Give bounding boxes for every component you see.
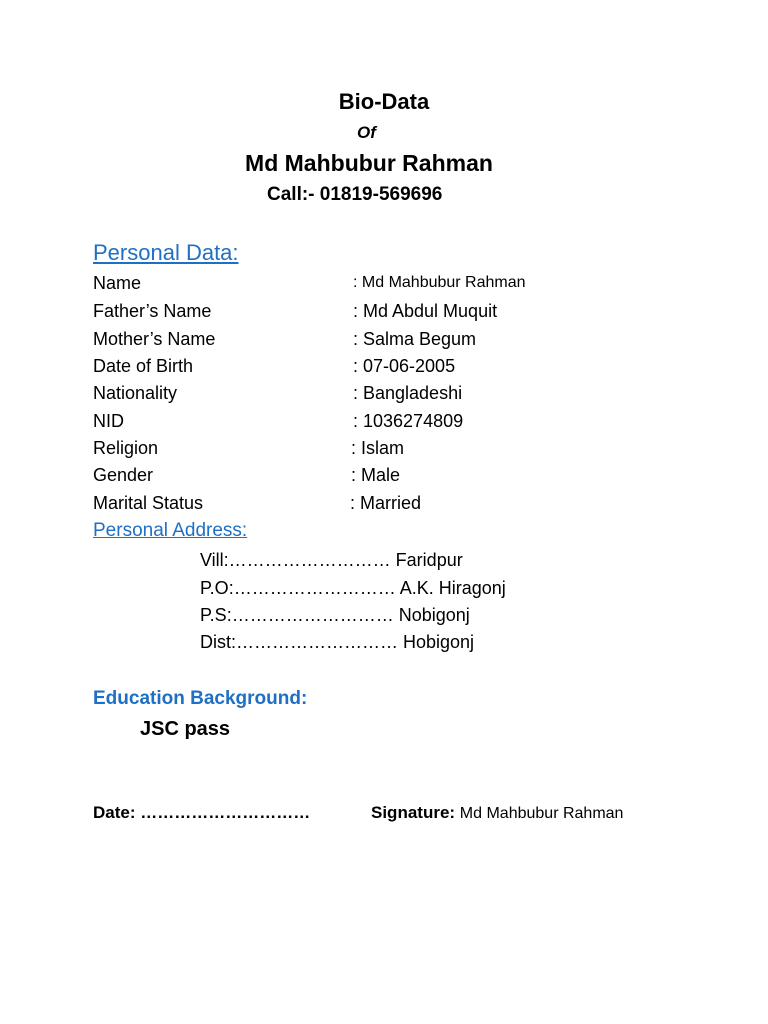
address-post-office: P.O:……………………… A.K. Hiragonj [200, 578, 506, 598]
detail-value: : Salma Begum [353, 329, 477, 349]
detail-label: NID [93, 411, 124, 431]
address-police-station: P.S:……………………… Nobigonj [200, 605, 470, 625]
detail-value: : Bangladeshi [353, 383, 463, 403]
detail-label: Date of Birth [93, 356, 194, 376]
detail-label: Marital Status [93, 493, 204, 513]
date-field [93, 803, 310, 823]
date-label: Date: [93, 803, 136, 822]
detail-value: : Md Abdul Muquit [353, 301, 498, 321]
detail-label: Mother’s Name [93, 329, 216, 349]
education-heading: Education Background: [93, 688, 308, 709]
detail-value: : Islam [351, 438, 405, 458]
education-value: JSC pass [140, 718, 231, 740]
person-name-heading: Md Mahbubur Rahman [245, 150, 493, 176]
detail-label: Name [93, 273, 142, 293]
address-district: Dist:……………………… Hobigonj [200, 632, 475, 652]
of-text: Of [357, 123, 376, 142]
detail-label: Nationality [93, 383, 178, 403]
personal-data-heading: Personal Data: [93, 240, 239, 265]
call-number: Call:- 01819-569696 [267, 184, 443, 205]
detail-label: Gender [93, 465, 154, 485]
date-value: ………………………… [140, 803, 311, 822]
signature-label: Signature: [371, 803, 456, 822]
personal-address-heading: Personal Address: [93, 520, 248, 541]
detail-label: Religion [93, 438, 159, 458]
detail-value: : Male [351, 465, 401, 485]
signature-value: Md Mahbubur Rahman [459, 805, 624, 822]
detail-value: : Married [350, 493, 422, 513]
signature-field [371, 803, 623, 823]
detail-value: : 1036274809 [353, 411, 464, 431]
address-village: Vill:……………………… Faridpur [200, 550, 463, 570]
detail-label: Father’s Name [93, 301, 212, 321]
detail-value: : Md Mahbubur Rahman [353, 274, 526, 291]
detail-value: : 07-06-2005 [353, 356, 456, 376]
page-title: Bio-Data [338, 89, 430, 114]
